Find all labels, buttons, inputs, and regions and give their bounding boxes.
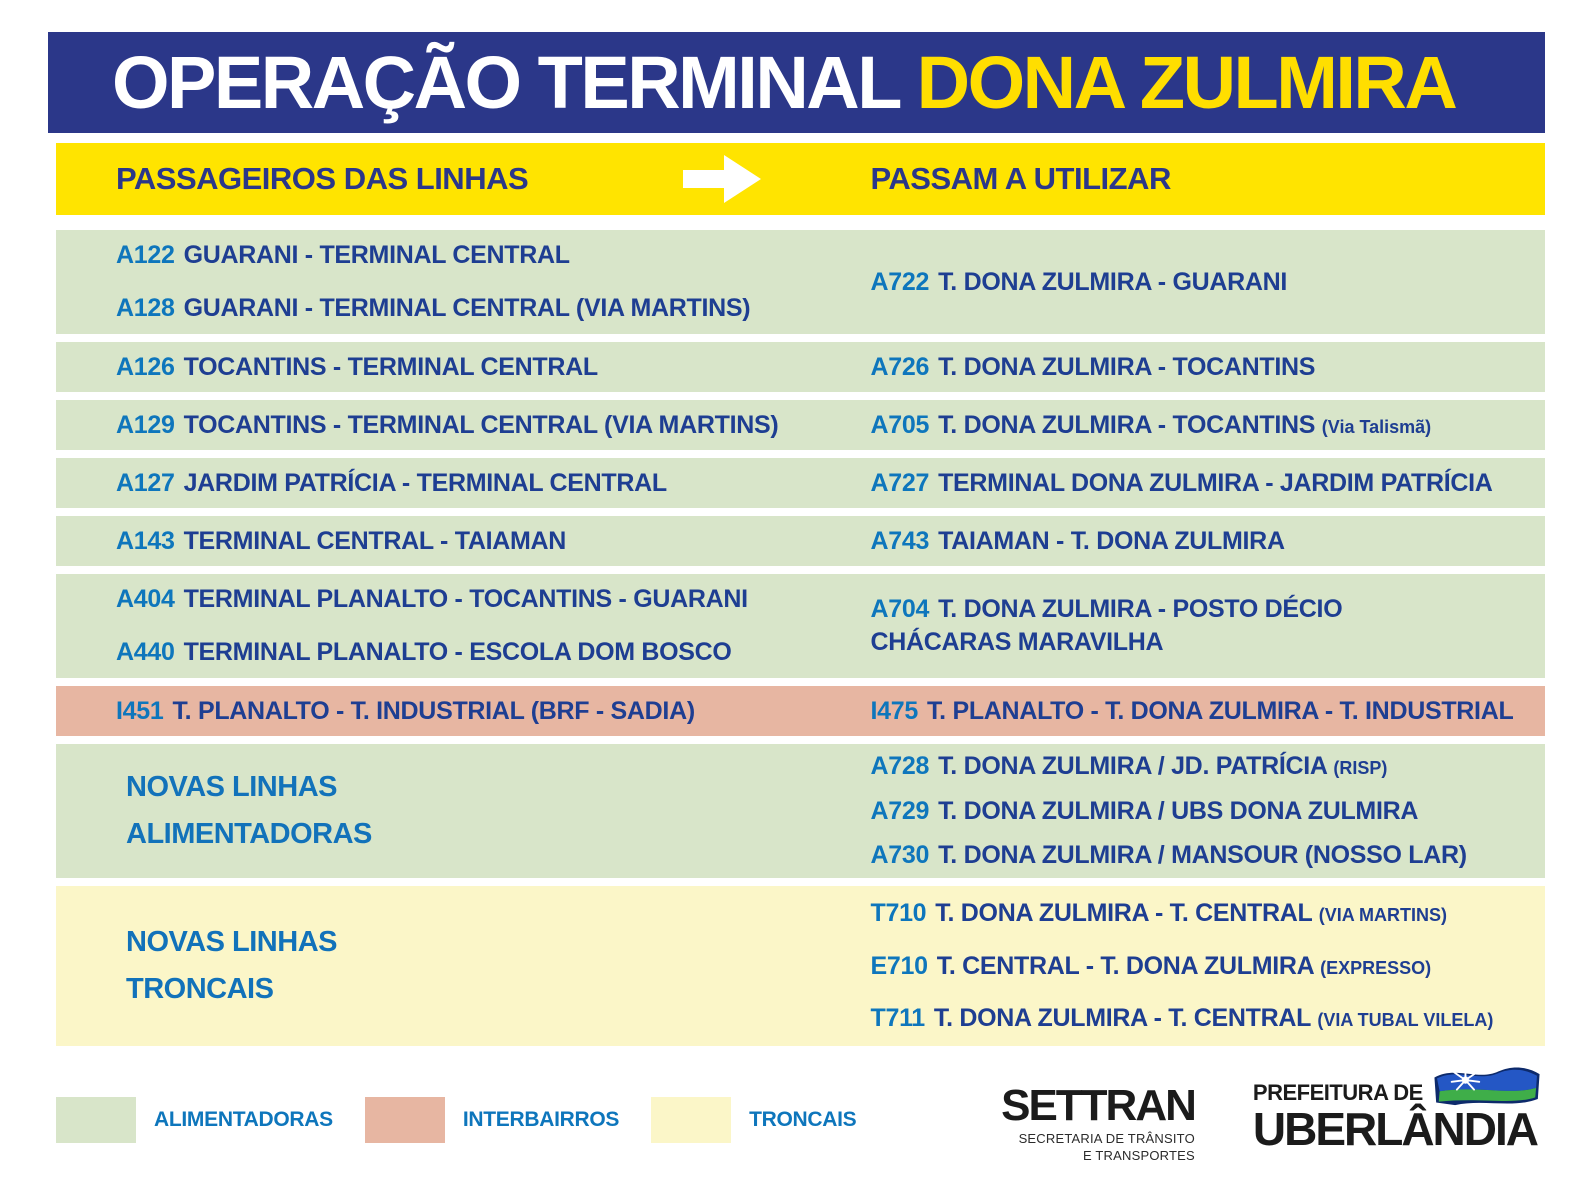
new-lines-label: TRONCAIS [126,973,274,1005]
settran-subtitle-line2: E TRANSPORTES [1082,1147,1195,1163]
route-cell-old [56,400,801,450]
footer-logos [1001,1076,1545,1165]
route-row [56,230,1545,334]
line-suffix: (Via Talismã) [1321,416,1432,437]
prefeitura-line1: PREFEITURA DE [1252,1079,1423,1105]
settran-wordmark: SETTRAN [1001,1080,1195,1130]
route-cell-new [801,230,1546,334]
legend-swatch-alimentadoras [56,1097,136,1143]
line-suffix: (RISP) [1333,757,1388,778]
line-code: A127 [116,468,175,497]
line-name: T. DONA ZULMIRA / MANSOUR (NOSSO LAR) [938,841,1467,870]
route-line [116,411,801,440]
line-code: T710 [870,898,927,927]
route-cell-old [56,686,801,736]
route-row [56,574,1545,678]
page-title [112,40,1455,125]
route-cell-old [56,230,801,334]
route-line [116,527,801,556]
line-code: A126 [116,352,175,381]
line-name: T. PLANALTO - T. DONA ZULMIRA - T. INDUSTRIAL [926,696,1514,725]
title-operacao-terminal: OPERAÇÃO TERMINAL [112,41,917,124]
legend-swatch-interbairros [365,1097,445,1143]
prefeitura-uberlandia-logo [1252,1079,1539,1155]
line-code: A729 [870,796,930,825]
line-suffix: (EXPRESSO) [1320,957,1432,978]
route-line [871,595,1546,624]
route-line [871,797,1546,826]
route-cell-old [56,886,801,1046]
route-line [871,527,1546,556]
line-name: TERMINAL PLANALTO - ESCOLA DOM BOSCO [183,638,732,666]
line-name: TERMINAL PLANALTO - TOCANTINS - GUARANI [183,585,748,614]
arrow-right-icon [683,153,761,205]
route-line [871,899,1546,928]
line-code: A705 [870,410,930,439]
route-cell-new [801,400,1546,450]
legend-item-interbairros [365,1097,619,1143]
line-name: T. DONA ZULMIRA - POSTO DÉCIO [938,595,1343,624]
line-code: A143 [116,526,175,555]
route-row [56,686,1545,736]
route-table [56,230,1545,1054]
route-row [56,516,1545,566]
line-name: TAIAMAN - T. DONA ZULMIRA [938,526,1285,555]
route-cell-old [56,574,801,678]
route-cell-new [801,574,1546,678]
route-cell-new [801,458,1546,508]
route-line [116,697,801,726]
route-cell-new [801,686,1546,736]
line-code: A728 [870,751,930,780]
legend-swatch-troncais [651,1097,731,1143]
legend-item-alimentadoras [56,1097,333,1143]
route-cell-old [56,342,801,392]
route-row [56,458,1545,508]
prefeitura-line2: UBERLÂNDIA [1252,1102,1537,1155]
route-cell-new [801,342,1546,392]
line-code: A730 [870,841,930,870]
line-name: GUARANI - TERMINAL CENTRAL [183,241,570,270]
line-code: I475 [870,696,918,725]
line-name: T. DONA ZULMIRA - T. CENTRAL [935,898,1313,927]
route-line-continuation: CHÁCARAS MARAVILHA [870,628,1164,656]
route-line [116,638,801,667]
route-cell-old [56,744,801,878]
title-bar [48,32,1545,133]
column-header-left: PASSAGEIROS DAS LINHAS [116,161,529,196]
route-line [871,752,1546,781]
line-name: TOCANTINS - TERMINAL CENTRAL [183,352,598,381]
route-cell-new [801,516,1546,566]
route-line [116,241,801,270]
footer [56,1078,1545,1162]
route-line [871,952,1546,981]
route-line [871,411,1546,440]
route-line [116,353,801,382]
route-row [56,886,1545,1046]
line-code: I451 [116,696,164,725]
route-line [871,1004,1546,1033]
line-name: T. DONA ZULMIRA - GUARANI [938,267,1288,296]
legend-item-troncais [651,1097,856,1143]
legend-label: ALIMENTADORAS [154,1108,333,1131]
legend-label: TRONCAIS [749,1108,857,1131]
route-cell-new [801,744,1546,878]
column-header-right: PASSAM A UTILIZAR [870,161,1171,196]
line-name: T. PLANALTO - T. INDUSTRIAL (BRF - SADIA) [172,696,695,725]
line-name: T. DONA ZULMIRA / JD. PATRÍCIA [938,751,1327,780]
line-code: A743 [870,526,930,555]
new-lines-label: NOVAS LINHAS [126,926,337,958]
settran-logo [1001,1080,1195,1165]
route-line [871,697,1546,726]
new-lines-label: ALIMENTADORAS [126,818,372,850]
line-suffix: (VIA MARTINS) [1318,904,1448,925]
route-line [116,469,801,498]
line-code: A122 [116,241,175,270]
line-code: A727 [870,468,930,497]
line-code: A722 [870,267,930,296]
column-headers-bar [56,143,1545,215]
line-code: A404 [116,585,175,614]
route-line [871,469,1546,498]
line-name: T. DONA ZULMIRA - T. CENTRAL [933,1004,1311,1033]
route-line [871,841,1546,870]
line-name: TERMINAL CENTRAL - TAIAMAN [183,526,567,555]
line-name: T. DONA ZULMIRA / UBS DONA ZULMIRA [938,796,1419,825]
legend-label: INTERBAIRROS [462,1108,620,1131]
route-line [116,294,801,323]
line-code: A726 [870,352,930,381]
route-line [116,585,801,614]
route-row [56,400,1545,450]
route-line [871,268,1546,297]
title-dona-zulmira: DONA ZULMIRA [916,41,1456,124]
line-code: T711 [870,1004,925,1033]
route-line [871,353,1546,382]
route-cell-old [56,458,801,508]
line-code: A440 [116,638,175,666]
line-name: JARDIM PATRÍCIA - TERMINAL CENTRAL [183,468,667,497]
settran-subtitle-line1: SECRETARIA DE TRÂNSITO [1018,1130,1195,1146]
line-name: T. DONA ZULMIRA - TOCANTINS [938,352,1316,381]
line-name: GUARANI - TERMINAL CENTRAL (VIA MARTINS) [183,294,751,322]
line-code: A129 [116,410,175,439]
route-cell-old [56,516,801,566]
route-row [56,342,1545,392]
route-row [56,744,1545,878]
line-code: E710 [870,951,928,980]
line-code: A704 [870,595,930,624]
line-name: T. DONA ZULMIRA - TOCANTINS [938,410,1316,439]
line-suffix: (VIA TUBAL VILELA) [1317,1010,1494,1031]
new-lines-label: NOVAS LINHAS [126,771,337,803]
route-cell-new [801,886,1546,1046]
line-code: A128 [116,294,175,322]
line-name: TERMINAL DONA ZULMIRA - JARDIM PATRÍCIA [938,468,1493,497]
settran-subtitle [1001,1131,1195,1165]
line-name: TOCANTINS - TERMINAL CENTRAL (VIA MARTINS) [183,410,779,439]
line-name: T. CENTRAL - T. DONA ZULMIRA [936,951,1314,980]
uberlandia-flag-icon [1431,1064,1543,1110]
